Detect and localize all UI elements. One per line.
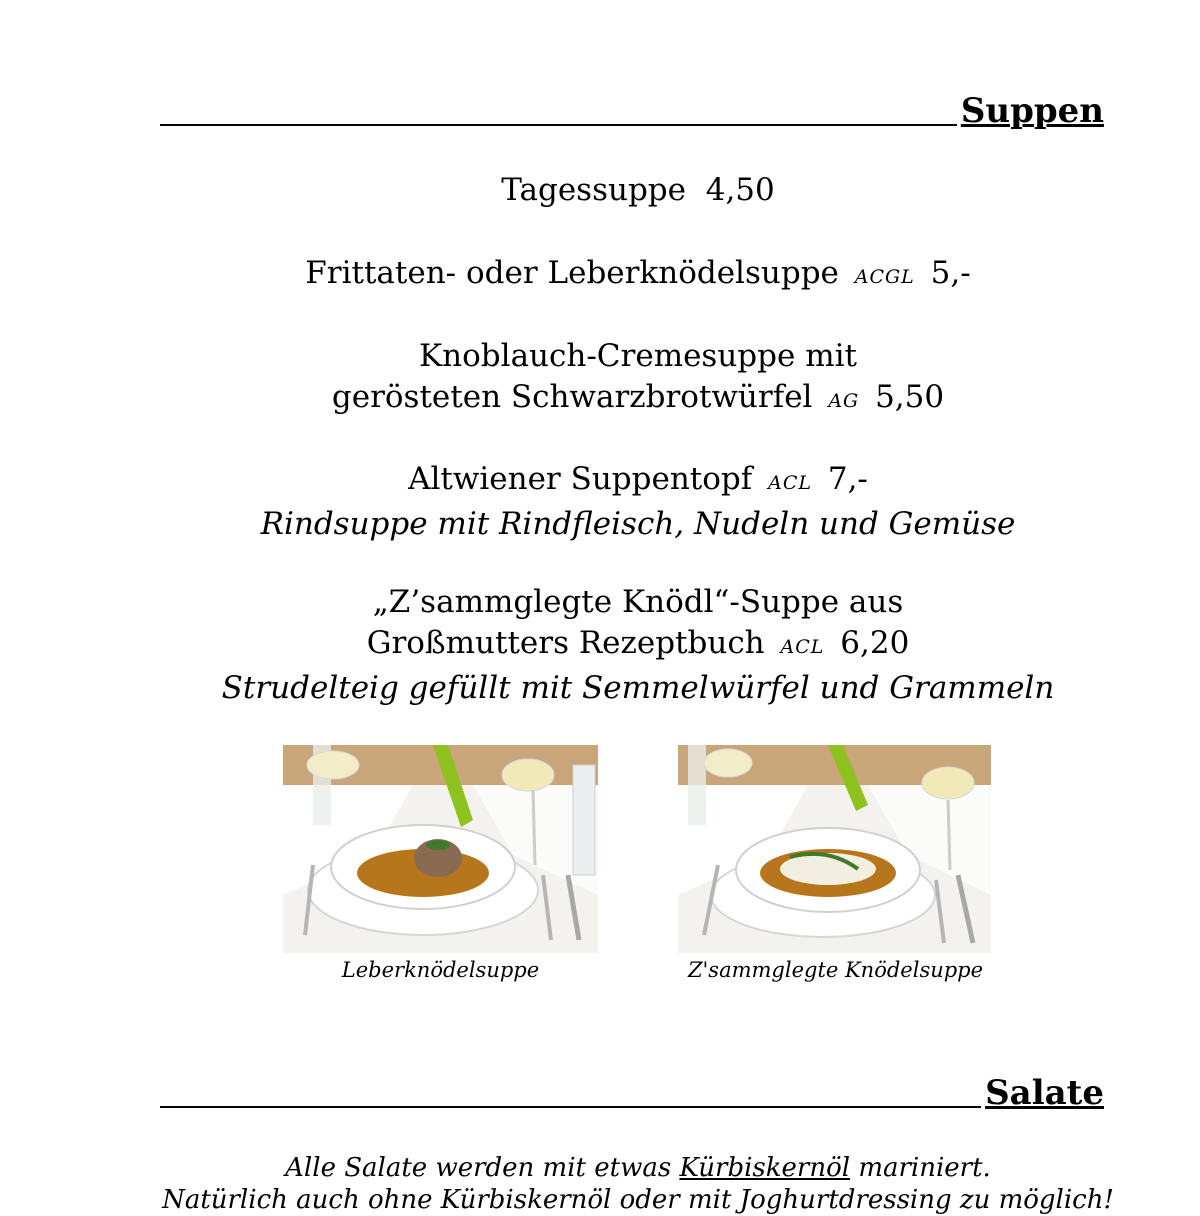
section-title: Salate: [981, 1076, 1104, 1110]
allergen-codes: ACGL: [854, 266, 915, 288]
item-name: Tagessuppe: [501, 172, 686, 208]
item-price: 4,50: [705, 172, 775, 208]
allergen-codes: ACL: [780, 636, 825, 658]
salate-intro: [0, 1152, 1200, 1216]
intro-text-end: mariniert.: [850, 1153, 991, 1183]
section-header-salate: [160, 1073, 1104, 1113]
item-price: 6,20: [840, 625, 910, 661]
menu-item-knoedl: [0, 582, 1200, 709]
intro-line2: Natürlich auch ohne Kürbiskernöl oder mit Joghurtdressing zu möglich!: [162, 1185, 1114, 1215]
photo-zsammglegte-knoedelsuppe: [678, 745, 991, 953]
item-price: 5,-: [930, 255, 971, 291]
allergen-codes: ACL: [768, 472, 812, 494]
photo-caption: Leberknödelsuppe: [341, 958, 540, 982]
intro-underlined: Kürbiskernöl: [679, 1153, 851, 1183]
section-header-suppen: [160, 91, 1104, 131]
item-description: Strudelteig gefüllt mit Semmelwürfel und Grammeln: [221, 670, 1055, 706]
item-name: Altwiener Suppentopf: [408, 461, 753, 497]
photo-caption: Z'sammglegte Knödelsuppe: [687, 958, 984, 982]
menu-item-suppentopf: [0, 459, 1200, 545]
menu-item-frittaten: [0, 253, 1200, 298]
photo-leberknoedelsuppe: [283, 745, 598, 953]
item-name-line1: Knoblauch-Cremesuppe mit: [419, 338, 857, 374]
item-description: Rindsuppe mit Rindfleisch, Nudeln und Gemüse: [260, 506, 1016, 542]
section-title: Suppen: [957, 94, 1104, 128]
item-name-line1: „Z’sammglegte Knödl“-Suppe aus: [372, 584, 904, 620]
item-price: 7,-: [827, 461, 868, 497]
menu-item-tagessuppe: [0, 170, 1200, 211]
intro-text-start: Alle Salate werden mit etwas: [285, 1153, 680, 1183]
menu-item-knoblauch: [0, 336, 1200, 422]
item-name: Frittaten- oder Leberknödelsuppe: [305, 255, 839, 291]
item-price: 5,50: [875, 379, 945, 415]
item-name-line2: gerösteten Schwarzbrotwürfel: [331, 379, 813, 415]
allergen-codes: AG: [828, 390, 860, 412]
item-name-line2: Großmutters Rezeptbuch: [366, 625, 765, 661]
